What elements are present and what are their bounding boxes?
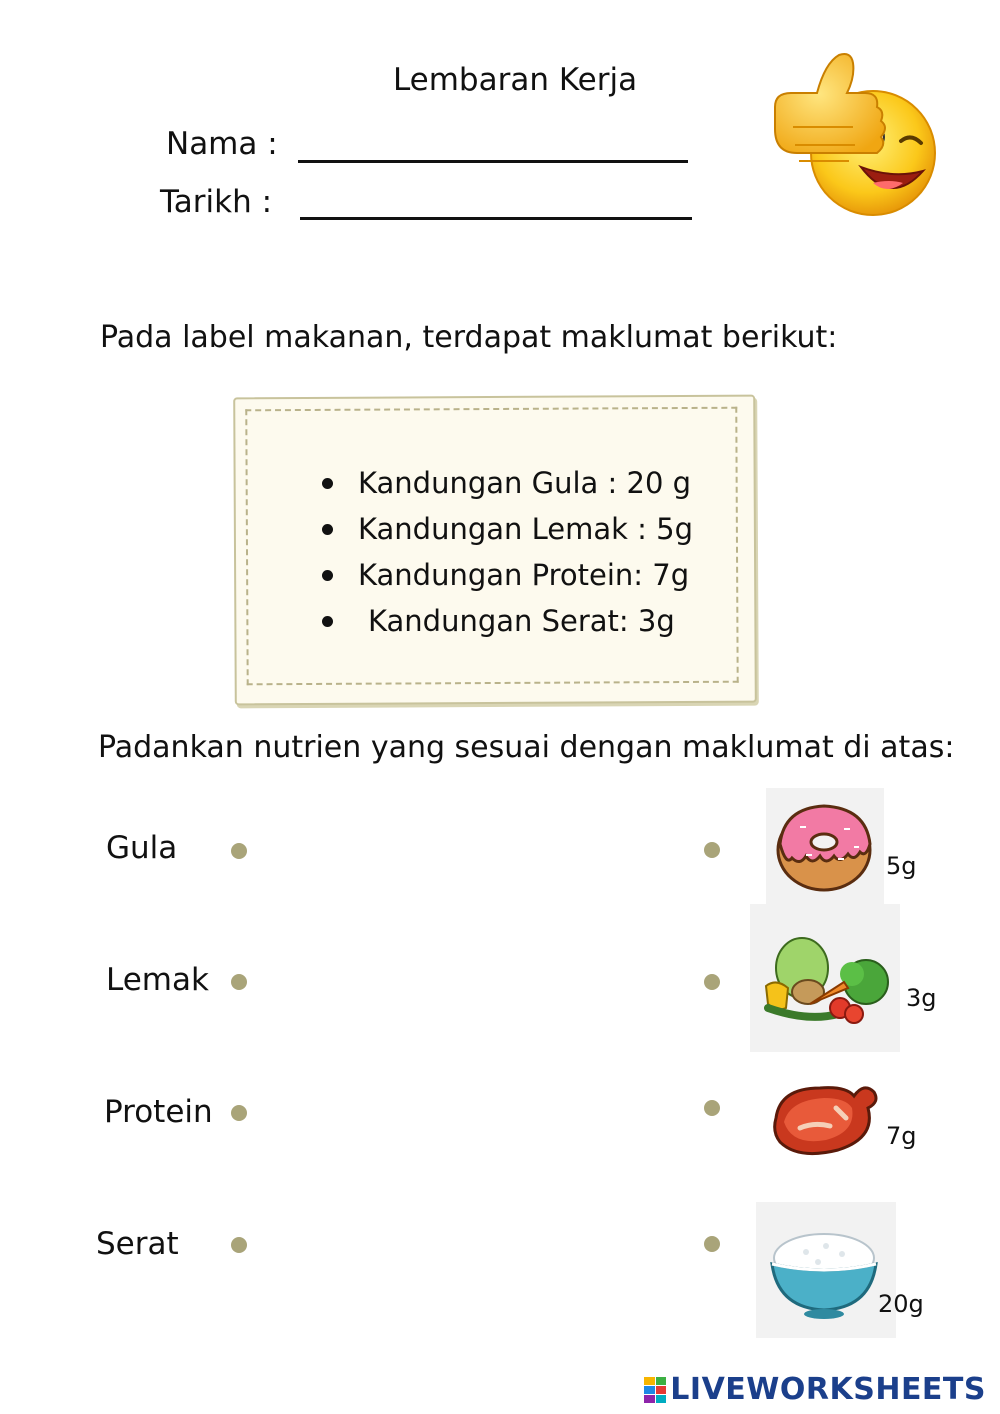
- bullet-icon: [322, 478, 333, 489]
- donut-image: [766, 788, 884, 904]
- bullet-icon: [322, 616, 333, 627]
- nutrient-label-lemak: Lemak: [106, 962, 209, 998]
- fact-fat: Kandungan Lemak : 5g: [358, 512, 693, 546]
- brand-text: LIVEWORKSHEETS: [670, 1372, 986, 1407]
- meat-steak-icon: [770, 1078, 880, 1162]
- liveworksheets-logo-icon: [644, 1377, 666, 1403]
- match-dot-right-3[interactable]: [704, 1100, 720, 1116]
- amount-label-2: 3g: [906, 984, 937, 1012]
- match-dot-left-serat[interactable]: [231, 1237, 247, 1253]
- match-dot-left-gula[interactable]: [231, 843, 247, 859]
- amount-label-4: 20g: [878, 1290, 924, 1318]
- match-dot-left-protein[interactable]: [231, 1105, 247, 1121]
- amount-label-3: 7g: [886, 1122, 917, 1150]
- list-item: [322, 552, 693, 598]
- date-label: Tarikh :: [160, 184, 273, 220]
- match-dot-left-lemak[interactable]: [231, 974, 247, 990]
- nutrient-label-protein: Protein: [104, 1094, 213, 1130]
- thumbs-up-wink-emoji-icon: [765, 45, 945, 225]
- list-item: [322, 598, 693, 644]
- name-input-line[interactable]: [298, 160, 688, 163]
- list-item: [322, 460, 693, 506]
- match-dot-right-4[interactable]: [704, 1236, 720, 1252]
- nutrient-label-serat: Serat: [96, 1226, 179, 1262]
- bullet-icon: [322, 570, 333, 581]
- matching-instruction: Padankan nutrien yang sesuai dengan maklumat di atas:: [98, 730, 955, 765]
- nutrient-label-gula: Gula: [106, 830, 178, 866]
- nutrition-facts-list: [322, 460, 693, 644]
- fact-protein: Kandungan Protein: 7g: [358, 558, 690, 592]
- match-dot-right-1[interactable]: [704, 842, 720, 858]
- rice-bowl-image: [756, 1202, 896, 1338]
- fact-sugar: Kandungan Gula : 20 g: [358, 466, 692, 500]
- date-input-line[interactable]: [300, 217, 692, 220]
- name-label: Nama :: [166, 126, 278, 162]
- liveworksheets-brand: [644, 1372, 986, 1407]
- vegetables-image: [750, 904, 900, 1052]
- list-item: [322, 506, 693, 552]
- bullet-icon: [322, 524, 333, 535]
- vegetables-icon: [750, 904, 900, 1052]
- intro-text: Pada label makanan, terdapat maklumat berikut:: [100, 320, 838, 355]
- donut-icon: [766, 788, 884, 904]
- fact-fiber: Kandungan Serat: 3g: [368, 604, 675, 638]
- amount-label-1: 5g: [886, 852, 917, 880]
- worksheet-title: Lembaran Kerja: [392, 62, 638, 98]
- rice-bowl-icon: [756, 1202, 896, 1338]
- match-dot-right-2[interactable]: [704, 974, 720, 990]
